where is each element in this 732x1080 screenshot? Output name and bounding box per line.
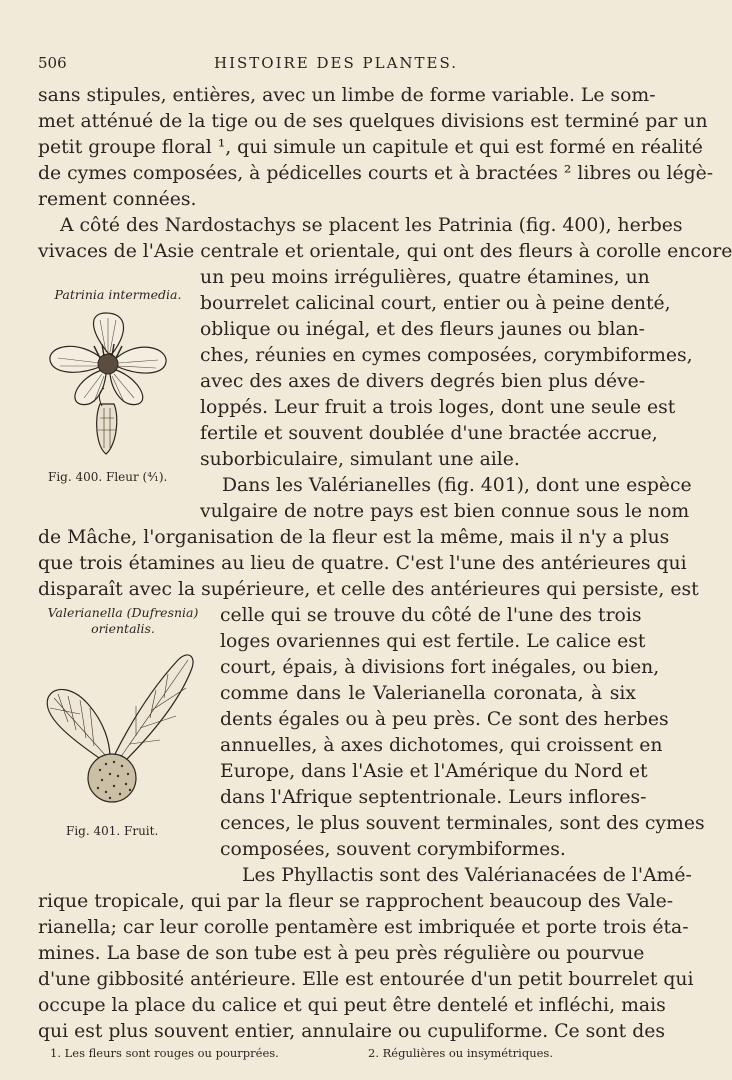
text-line: court, épais, à divisions fort inégales, ou bien,: [220, 657, 660, 678]
footnote-1: 1. Les fleurs sont rouges ou pourprées.: [50, 1046, 279, 1060]
text-line: Dans les Valérianelles (fig. 401), dont une espèce: [222, 475, 692, 496]
text-line: de cymes composées, à pédicelles courts et à bractées ² libres ou légè-: [38, 163, 714, 184]
running-title: HISTOIRE DES PLANTES.: [213, 54, 459, 72]
text-line: qui est plus souvent entier, annulaire ou cupuliforme. Ce sont des: [38, 1021, 665, 1042]
text-line: occupe la place du calice et qui peut être dentelé et infléchi, mais: [38, 995, 666, 1016]
text-line: oblique ou inégal, et des fleurs jaunes ou blan-: [200, 319, 645, 340]
text-line: loges ovariennes qui est fertile. Le calice est: [220, 631, 646, 652]
text-line: sans stipules, entières, avec un limbe de forme variable. Le som-: [38, 85, 656, 106]
text-line: comme dans le Valerianella coronata, à six: [220, 683, 636, 704]
text-line: rique tropicale, qui par la fleur se rapprochent beaucoup des Vale-: [38, 891, 674, 912]
figure-400-flower-illustration: [38, 308, 178, 458]
figure-400-caption: Patrinia intermedia.: [54, 287, 182, 302]
text-line: Europe, dans l'Asie et l'Amérique du Nord et: [220, 761, 648, 782]
figure-401-label: Fig. 401. Fruit.: [66, 824, 159, 838]
text-line: rement connées.: [38, 189, 197, 210]
text-line: de Mâche, l'organisation de la fleur est la même, mais il n'y a plus: [38, 527, 670, 548]
text-line: un peu moins irrégulières, quatre étamines, un: [200, 267, 650, 288]
text-line: vivaces de l'Asie centrale et orientale, qui ont des fleurs à corolle encore: [38, 241, 732, 262]
text-line: met atténué de la tige ou de ses quelques divisions est terminé par un: [38, 111, 708, 132]
text-line: rianella; car leur corolle pentamère est imbriquée et porte trois éta-: [38, 917, 689, 938]
text-line: ches, réunies en cymes composées, corymbiformes,: [200, 345, 693, 366]
text-line: suborbiculaire, simulant une aile.: [200, 449, 520, 470]
figure-401-caption-line-1: Valerianella (Dufresnia): [47, 605, 199, 620]
text-line: loppés. Leur fruit a trois loges, dont une seule est: [200, 397, 676, 418]
page-header: [38, 54, 634, 78]
text-line: d'une gibbosité antérieure. Elle est entourée d'un petit bourrelet qui: [38, 969, 694, 990]
text-line: bourrelet calicinal court, entier ou à peine denté,: [200, 293, 671, 314]
figure-401-caption-line-2: orientalis.: [91, 621, 155, 636]
figure-401-fruit-illustration: [40, 646, 200, 816]
text-line: vulgaire de notre pays est bien connue sous le nom: [200, 501, 690, 522]
text-line: dents égales ou à peu près. Ce sont des herbes: [220, 709, 669, 730]
text-line: que trois étamines au lieu de quatre. C'est l'une des antérieures qui: [38, 553, 687, 574]
text-line: annuelles, à axes dichotomes, qui croissent en: [220, 735, 663, 756]
footnote-2: 2. Régulières ou insymétriques.: [368, 1046, 553, 1060]
text-line: cences, le plus souvent terminales, sont des cymes: [220, 813, 705, 834]
text-line: dans l'Afrique septentrionale. Leurs inflores-: [220, 787, 647, 808]
text-line: mines. La base de son tube est à peu près régulière ou pourvue: [38, 943, 645, 964]
text-line: Les Phyllactis sont des Valérianacées de l'Amé-: [242, 865, 692, 886]
figure-400-label: Fig. 400. Fleur (⁴⁄₁).: [48, 470, 168, 484]
page-number: 506: [38, 54, 67, 72]
text-line: A côté des Nardostachys se placent les Patrinia (fig. 400), herbes: [60, 215, 683, 236]
text-line: fertile et souvent doublée d'une bractée accrue,: [200, 423, 658, 444]
text-line: petit groupe floral ¹, qui simule un capitule et qui est formé en réalité: [38, 137, 703, 158]
text-line: composées, souvent corymbiformes.: [220, 839, 566, 860]
text-line: avec des axes de divers degrés bien plus déve-: [200, 371, 646, 392]
text-line: celle qui se trouve du côté de l'une des trois: [220, 605, 642, 626]
text-line: disparaît avec la supérieure, et celle des antérieures qui persiste, est: [38, 579, 699, 600]
